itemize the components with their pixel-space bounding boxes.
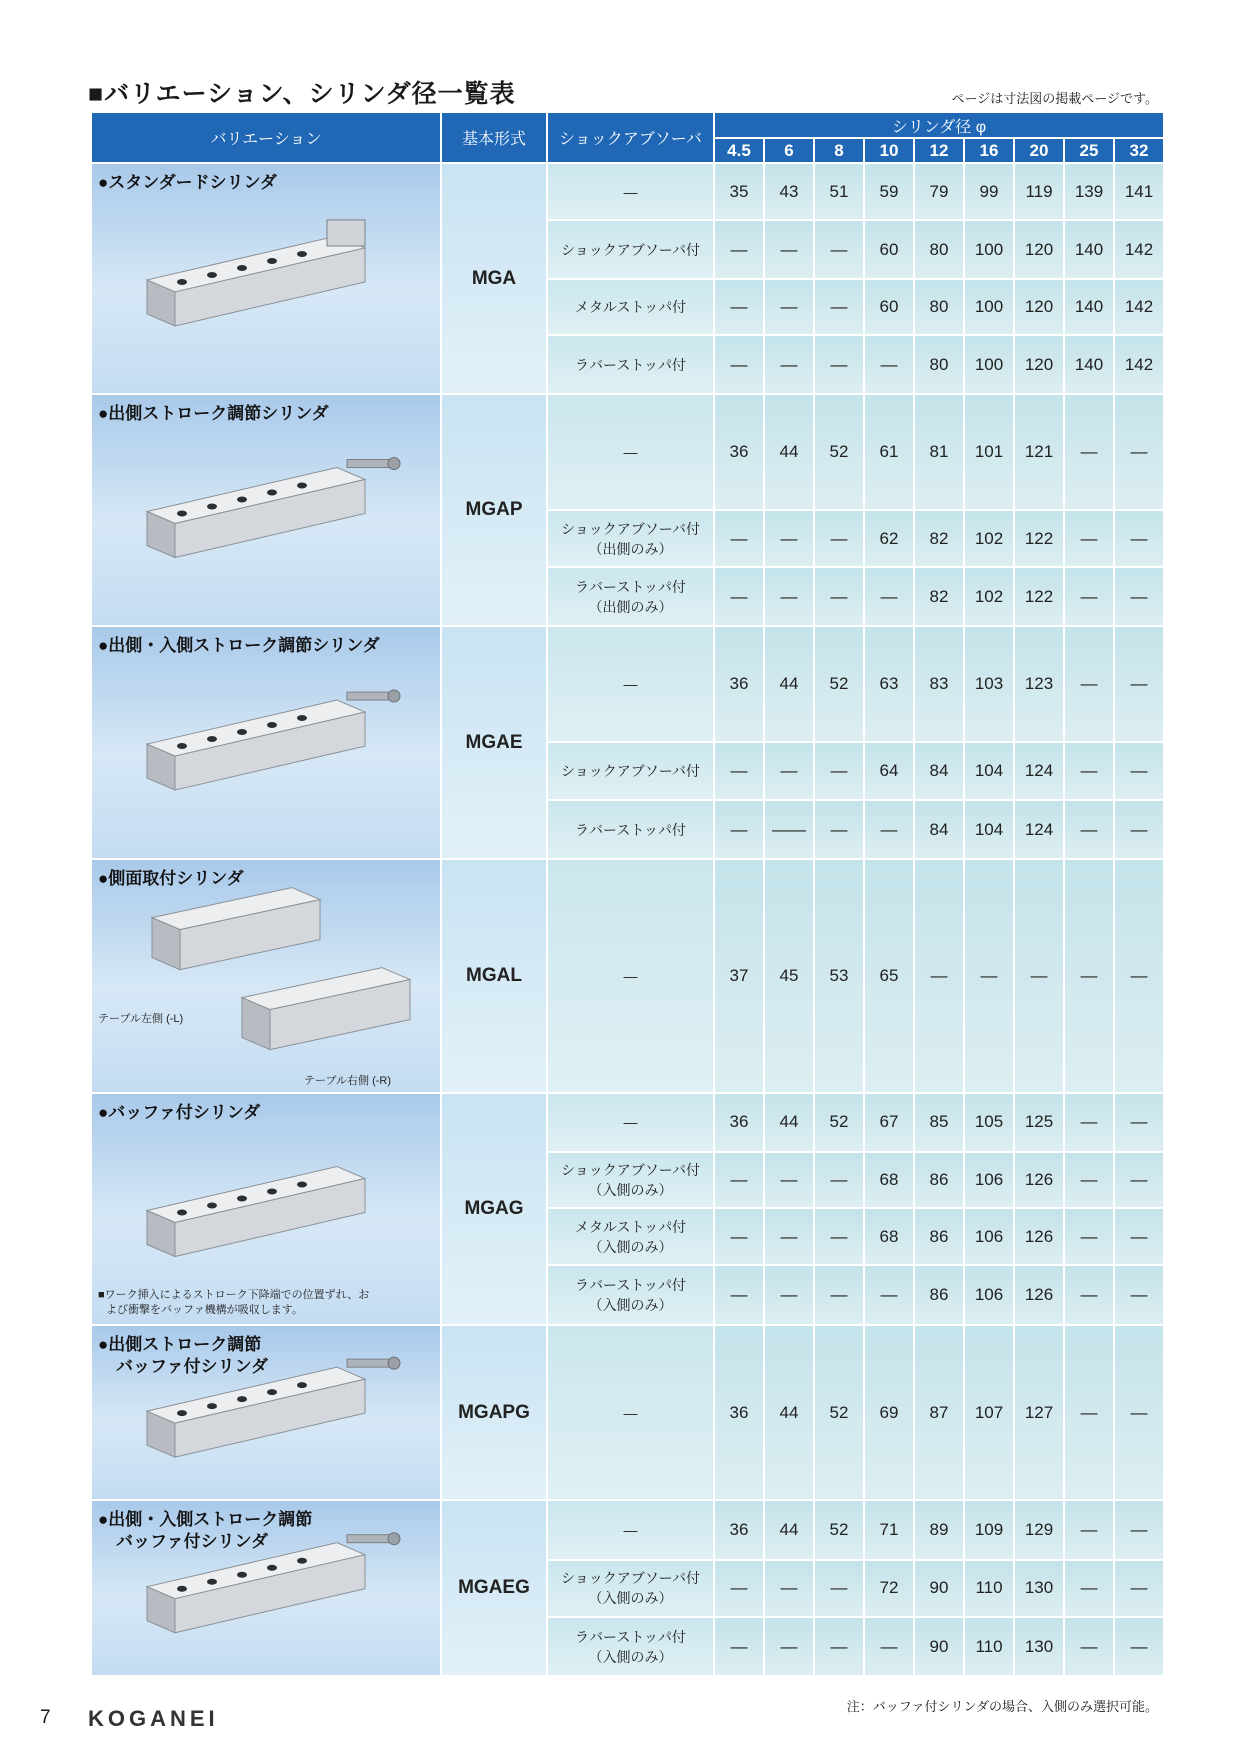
page-reference: 35 xyxy=(714,163,764,220)
variation-title-line: ●側面取付シリンダ xyxy=(98,869,244,888)
page-reference: — xyxy=(714,1152,764,1208)
page-reference: 123 xyxy=(1014,626,1064,742)
page-reference: 106 xyxy=(964,1152,1014,1208)
cylinder-product-image xyxy=(122,395,422,625)
page-reference: 82 xyxy=(914,510,964,567)
page-reference: — xyxy=(1064,742,1114,801)
page-reference: 52 xyxy=(814,626,864,742)
table-row xyxy=(91,1500,1164,1560)
header-size: 10 xyxy=(864,138,914,163)
page-reference: — xyxy=(814,567,864,626)
page-reference: — xyxy=(714,1617,764,1676)
page-reference: — xyxy=(1114,742,1164,801)
page-reference: 140 xyxy=(1064,279,1114,335)
page-reference: 52 xyxy=(814,1093,864,1152)
absorber-option-line: ショックアブソーバ付 xyxy=(560,241,701,258)
page-reference: 102 xyxy=(964,510,1014,567)
page-reference: — xyxy=(1064,1500,1114,1560)
page-reference: — xyxy=(814,1208,864,1265)
absorber-option-line: ラバーストッパ付 xyxy=(575,1277,686,1294)
page-reference: — xyxy=(1114,1325,1164,1500)
page-reference: 107 xyxy=(964,1325,1014,1500)
header-model: 基本形式 xyxy=(441,112,547,163)
page-reference: 105 xyxy=(964,1093,1014,1152)
page-reference: — xyxy=(764,1152,814,1208)
page-reference: 122 xyxy=(1014,510,1064,567)
page-reference: 52 xyxy=(814,1500,864,1560)
absorber-option xyxy=(547,220,714,279)
model-code: MGAL xyxy=(441,859,547,1093)
page-reference: 37 xyxy=(714,859,764,1093)
page-reference: 106 xyxy=(964,1265,1014,1325)
header-absorber: ショックアブソーバ xyxy=(547,112,714,163)
absorber-option-line: ショックアブソーバ付 xyxy=(560,763,701,780)
absorber-option-line: ラバーストッパ付 xyxy=(575,356,686,373)
page-reference: 84 xyxy=(914,800,964,859)
page-reference: 124 xyxy=(1014,800,1064,859)
page-reference: 89 xyxy=(914,1500,964,1560)
page-reference: 44 xyxy=(764,1500,814,1560)
page-reference: — xyxy=(714,1560,764,1618)
header-size: 32 xyxy=(1114,138,1164,163)
page-reference: 59 xyxy=(864,163,914,220)
absorber-option xyxy=(547,859,714,1093)
page-reference: — xyxy=(964,859,1014,1093)
page-reference: 86 xyxy=(914,1152,964,1208)
page-reference: 127 xyxy=(1014,1325,1064,1500)
absorber-option xyxy=(547,335,714,394)
page-reference: 90 xyxy=(914,1617,964,1676)
page-reference: 104 xyxy=(964,742,1014,801)
absorber-option-line: メタルストッパ付 xyxy=(574,1218,687,1235)
variation-title xyxy=(98,172,277,194)
model-code: MGAE xyxy=(441,626,547,859)
page-reference: 68 xyxy=(864,1152,914,1208)
table-row xyxy=(91,1093,1164,1152)
page-reference: — xyxy=(1064,394,1114,510)
page-reference: — xyxy=(1064,1208,1114,1265)
page-reference: — xyxy=(1114,1093,1164,1152)
page-reference: 86 xyxy=(914,1208,964,1265)
variation-title-line: ●出側・入側ストローク調節 xyxy=(98,1510,313,1529)
absorber-option-line: ショックアブソーバ付 xyxy=(560,1161,701,1178)
absorber-option xyxy=(547,1208,714,1265)
page-reference: — xyxy=(714,335,764,394)
absorber-option xyxy=(547,394,714,510)
page-reference: 61 xyxy=(864,394,914,510)
page-reference: — xyxy=(814,1560,864,1618)
page-reference: — xyxy=(764,742,814,801)
table-row xyxy=(91,626,1164,742)
page-reference: — xyxy=(1114,1500,1164,1560)
page-reference: — xyxy=(764,567,814,626)
page-reference: 80 xyxy=(914,335,964,394)
absorber-option-line: — xyxy=(623,444,638,460)
page-note: ページは寸法図の掲載ページです。 xyxy=(951,91,1158,106)
header-variation: バリエーション xyxy=(91,112,441,163)
koganei-logo: KOGANEI xyxy=(88,1706,219,1731)
page-reference: — xyxy=(814,1265,864,1325)
page-reference: — xyxy=(764,279,814,335)
page-reference: 52 xyxy=(814,1325,864,1500)
absorber-option xyxy=(547,1093,714,1152)
page-reference: 126 xyxy=(1014,1265,1064,1325)
page-reference: — xyxy=(1064,859,1114,1093)
page-reference: 126 xyxy=(1014,1208,1064,1265)
page-reference: 140 xyxy=(1064,220,1114,279)
page-reference: 60 xyxy=(864,220,914,279)
model-code: MGAG xyxy=(441,1093,547,1325)
variation-title xyxy=(98,1509,312,1553)
page-reference: 81 xyxy=(914,394,964,510)
variation-title-line: ●スタンダードシリンダ xyxy=(98,173,277,192)
variation-cell xyxy=(91,1093,441,1325)
page-reference: 120 xyxy=(1014,335,1064,394)
page-reference: 65 xyxy=(864,859,914,1093)
variation-title xyxy=(98,1102,260,1124)
absorber-option xyxy=(547,567,714,626)
absorber-option-line: メタルストッパ付 xyxy=(574,299,687,316)
page-reference: — xyxy=(764,220,814,279)
absorber-option xyxy=(547,742,714,801)
page-title: ■バリエーション、シリンダ径一覧表 xyxy=(88,80,516,108)
page-reference: — xyxy=(764,1208,814,1265)
page-reference: 142 xyxy=(1114,335,1164,394)
absorber-option-line: — xyxy=(623,183,638,200)
page-reference: — xyxy=(814,510,864,567)
variation-title-line: ●出側・入側ストローク調節シリンダ xyxy=(98,636,380,655)
header-size: 6 xyxy=(764,138,814,163)
absorber-option-line: ショックアブソーバ付 xyxy=(560,1570,701,1587)
page-reference: — xyxy=(1114,800,1164,859)
page-reference: — xyxy=(1114,1265,1164,1325)
page-reference: — xyxy=(714,742,764,801)
page-reference: 100 xyxy=(964,279,1014,335)
page-reference: 36 xyxy=(714,626,764,742)
cylinder-product-image xyxy=(122,164,422,393)
page-reference: —— xyxy=(764,800,814,859)
absorber-option-line: （入側のみ） xyxy=(588,1238,673,1255)
page-reference: 119 xyxy=(1014,163,1064,220)
model-code: MGA xyxy=(441,163,547,394)
page-reference: 63 xyxy=(864,626,914,742)
absorber-option-line: ラバーストッパ付 xyxy=(575,578,686,595)
page-reference: 139 xyxy=(1064,163,1114,220)
variation-title xyxy=(98,1334,268,1378)
absorber-option xyxy=(547,1152,714,1208)
page-reference: 120 xyxy=(1014,279,1064,335)
page-reference: — xyxy=(814,1617,864,1676)
variation-title xyxy=(98,635,380,657)
page-reference: — xyxy=(864,800,914,859)
absorber-option xyxy=(547,1560,714,1618)
cylinder-product-image xyxy=(122,860,422,1092)
absorber-option xyxy=(547,279,714,335)
page-reference: 142 xyxy=(1114,279,1164,335)
page-reference: — xyxy=(864,335,914,394)
absorber-option xyxy=(547,163,714,220)
model-code: MGAEG xyxy=(441,1500,547,1676)
buffer-side-note xyxy=(98,1288,369,1318)
page-reference: — xyxy=(1114,1152,1164,1208)
page-reference: 102 xyxy=(964,567,1014,626)
page-reference: — xyxy=(1114,394,1164,510)
page-reference: — xyxy=(1114,1560,1164,1618)
page-reference: 67 xyxy=(864,1093,914,1152)
page-reference: — xyxy=(764,1617,814,1676)
page-reference: — xyxy=(764,510,814,567)
absorber-option-line: — xyxy=(623,675,638,692)
variation-cell xyxy=(91,1325,441,1500)
page-reference: 72 xyxy=(864,1560,914,1618)
model-code: MGAPG xyxy=(441,1325,547,1500)
absorber-option xyxy=(547,510,714,567)
cylinder-product-image xyxy=(122,627,422,858)
table-row xyxy=(91,163,1164,220)
page-reference: 52 xyxy=(814,394,864,510)
model-code: MGAP xyxy=(441,394,547,626)
page-reference: 104 xyxy=(964,800,1014,859)
page-reference: — xyxy=(1064,1560,1114,1618)
absorber-option-line: （入側のみ） xyxy=(588,1181,673,1198)
page-reference: 62 xyxy=(864,510,914,567)
page-reference: 103 xyxy=(964,626,1014,742)
page-reference: — xyxy=(1114,567,1164,626)
page-reference: 80 xyxy=(914,279,964,335)
page-reference: 83 xyxy=(914,626,964,742)
page-reference: — xyxy=(714,279,764,335)
page-reference: 64 xyxy=(864,742,914,801)
header-size: 25 xyxy=(1064,138,1114,163)
absorber-option-line: ラバーストッパ付 xyxy=(575,821,686,838)
variation-table xyxy=(90,111,1165,1677)
page-reference: — xyxy=(1064,626,1114,742)
page-reference: — xyxy=(714,1208,764,1265)
page-reference: 79 xyxy=(914,163,964,220)
absorber-option-line: — xyxy=(623,1521,638,1538)
absorber-option xyxy=(547,800,714,859)
page-reference: 60 xyxy=(864,279,914,335)
page-reference: — xyxy=(1064,510,1114,567)
page-reference: — xyxy=(1114,1208,1164,1265)
page-reference: 100 xyxy=(964,335,1014,394)
side-note-line: よび衝撃をバッファ機構が吸収します。 xyxy=(106,1304,303,1316)
header-size: 20 xyxy=(1014,138,1064,163)
variation-title-line: ●出側ストローク調節 xyxy=(98,1335,262,1354)
side-note-line: ■ワーク挿入によるストローク下降端での位置ずれ、お xyxy=(98,1289,370,1301)
page-reference: 130 xyxy=(1014,1617,1064,1676)
page-reference: 53 xyxy=(814,859,864,1093)
absorber-option xyxy=(547,626,714,742)
page-reference: — xyxy=(714,220,764,279)
page-reference: — xyxy=(1114,510,1164,567)
page-reference: 86 xyxy=(914,1265,964,1325)
page-reference: 85 xyxy=(914,1093,964,1152)
page-reference: — xyxy=(864,567,914,626)
page-reference: 126 xyxy=(1014,1152,1064,1208)
table-row xyxy=(91,394,1164,510)
page-reference: 106 xyxy=(964,1208,1014,1265)
page-reference: 130 xyxy=(1014,1560,1064,1618)
variation-cell xyxy=(91,394,441,626)
variation-title-line: バッファ付シリンダ xyxy=(116,1357,268,1376)
variation-cell xyxy=(91,163,441,394)
variation-title-line: バッファ付シリンダ xyxy=(116,1532,268,1551)
page-reference: — xyxy=(1064,800,1114,859)
page-reference: 44 xyxy=(764,626,814,742)
absorber-option-line: — xyxy=(623,1404,638,1421)
absorber-option-line: （入側のみ） xyxy=(588,1297,673,1314)
page-reference: — xyxy=(1114,859,1164,1093)
page-reference: — xyxy=(1064,1325,1114,1500)
absorber-option xyxy=(547,1500,714,1560)
page-reference: 122 xyxy=(1014,567,1064,626)
variation-cell xyxy=(91,859,441,1093)
header-size: 8 xyxy=(814,138,864,163)
absorber-option-line: （出側のみ） xyxy=(588,540,673,557)
page-reference: — xyxy=(714,1265,764,1325)
page-reference: 43 xyxy=(764,163,814,220)
absorber-option-line: （出側のみ） xyxy=(588,598,673,615)
absorber-option-line: — xyxy=(623,1114,638,1131)
absorber-option xyxy=(547,1617,714,1676)
variation-title-line: ●出側ストローク調節シリンダ xyxy=(98,404,329,423)
page-reference: 69 xyxy=(864,1325,914,1500)
header-size: 12 xyxy=(914,138,964,163)
page-reference: 124 xyxy=(1014,742,1064,801)
page-reference: — xyxy=(864,1617,914,1676)
page-reference: 90 xyxy=(914,1560,964,1618)
page-reference: 99 xyxy=(964,163,1014,220)
page-reference: 71 xyxy=(864,1500,914,1560)
page-reference: 120 xyxy=(1014,220,1064,279)
absorber-option-line: ショックアブソーバ付 xyxy=(560,520,701,537)
table-row xyxy=(91,859,1164,1093)
variation-cell xyxy=(91,626,441,859)
page-reference: 82 xyxy=(914,567,964,626)
header-bore: シリンダ径 φ xyxy=(714,112,1164,138)
absorber-option-line: （入側のみ） xyxy=(588,1648,673,1665)
table-side-label: テーブル右側 (-R) xyxy=(304,1075,391,1087)
page-reference: 36 xyxy=(714,1093,764,1152)
page-reference: — xyxy=(1064,1617,1114,1676)
header-size: 16 xyxy=(964,138,1014,163)
page-reference: — xyxy=(814,335,864,394)
page-reference: 110 xyxy=(964,1560,1014,1618)
page-reference: 101 xyxy=(964,394,1014,510)
page-reference: 45 xyxy=(764,859,814,1093)
page-reference: — xyxy=(1064,1093,1114,1152)
page-reference: — xyxy=(814,279,864,335)
page-reference: 100 xyxy=(964,220,1014,279)
page-reference: 121 xyxy=(1014,394,1064,510)
variation-cell xyxy=(91,1500,441,1676)
absorber-option xyxy=(547,1265,714,1325)
page-reference: — xyxy=(814,800,864,859)
page-reference: 129 xyxy=(1014,1500,1064,1560)
page-reference: 44 xyxy=(764,394,814,510)
page-reference: 68 xyxy=(864,1208,914,1265)
page-reference: 36 xyxy=(714,394,764,510)
table-side-label: テーブル左側 (-L) xyxy=(98,1013,184,1025)
page-reference: 36 xyxy=(714,1500,764,1560)
page-reference: 141 xyxy=(1114,163,1164,220)
table-body xyxy=(91,163,1164,1676)
page-reference: 51 xyxy=(814,163,864,220)
header-size: 4.5 xyxy=(714,138,764,163)
page-reference: 36 xyxy=(714,1325,764,1500)
footer-note: 注：バッファ付シリンダの場合、入側のみ選択可能。 xyxy=(846,1699,1158,1714)
variation-title xyxy=(98,403,329,425)
page-reference: — xyxy=(764,1265,814,1325)
variation-title xyxy=(98,868,244,890)
page-reference: — xyxy=(814,220,864,279)
absorber-option-line: ラバーストッパ付 xyxy=(575,1628,686,1645)
page-reference: 125 xyxy=(1014,1093,1064,1152)
page-reference: — xyxy=(714,567,764,626)
page-reference: — xyxy=(1014,859,1064,1093)
page-reference: — xyxy=(814,1152,864,1208)
page-reference: — xyxy=(1114,626,1164,742)
variation-title-line: ●バッファ付シリンダ xyxy=(98,1103,261,1122)
page-reference: — xyxy=(1064,567,1114,626)
page-reference: — xyxy=(764,1560,814,1618)
page-reference: 87 xyxy=(914,1325,964,1500)
absorber-option-line: — xyxy=(623,968,638,984)
page-reference: — xyxy=(814,742,864,801)
page-reference: 44 xyxy=(764,1093,814,1152)
page-reference: — xyxy=(914,859,964,1093)
page-reference: 142 xyxy=(1114,220,1164,279)
page-reference: — xyxy=(1064,1152,1114,1208)
page-reference: 80 xyxy=(914,220,964,279)
page-reference: — xyxy=(714,510,764,567)
page-reference: — xyxy=(1114,1617,1164,1676)
page-reference: — xyxy=(864,1265,914,1325)
page-reference: 109 xyxy=(964,1500,1014,1560)
page-reference: 84 xyxy=(914,742,964,801)
page-reference: 110 xyxy=(964,1617,1014,1676)
absorber-option xyxy=(547,1325,714,1500)
page-reference: 44 xyxy=(764,1325,814,1500)
page-number: 7 xyxy=(40,1707,51,1728)
page-reference: — xyxy=(714,800,764,859)
table-row xyxy=(91,1325,1164,1500)
absorber-option-line: （入側のみ） xyxy=(588,1590,673,1607)
page-reference: 140 xyxy=(1064,335,1114,394)
page-reference: — xyxy=(1064,1265,1114,1325)
page-reference: — xyxy=(764,335,814,394)
